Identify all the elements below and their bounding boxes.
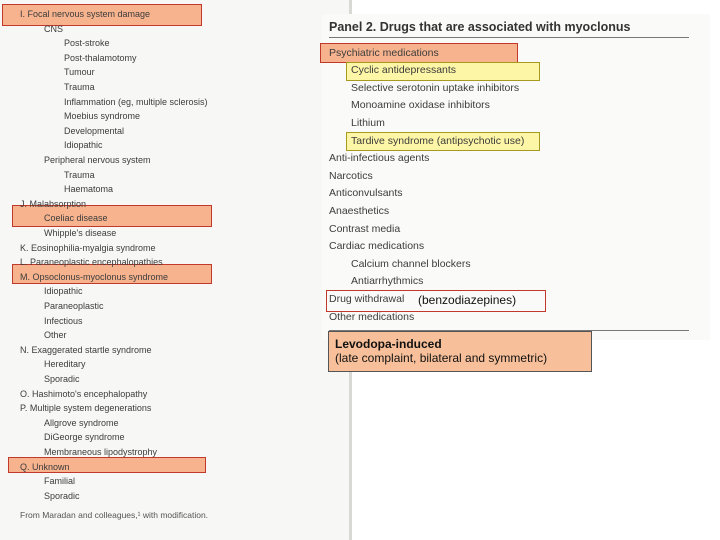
footnote: From Maradan and colleagues,¹ with modification. [20, 510, 209, 520]
left-list-item: M. Opsoclonus-myoclonus syndrome [20, 271, 169, 282]
drug-list-item: Other medications [329, 310, 415, 323]
left-list-item: Hereditary [44, 359, 86, 370]
left-list-item: Allgrove syndrome [44, 417, 119, 428]
left-list-item: Coeliac disease [44, 213, 108, 224]
left-list-item: Paraneoplastic [44, 301, 104, 311]
levodopa-callout [328, 331, 592, 372]
left-list-item: Tumour [64, 67, 95, 78]
left-list-item: CNS [44, 23, 64, 34]
left-list-item: Developmental [64, 125, 125, 136]
left-list-item: Trauma [64, 82, 95, 92]
left-list-item: Sporadic [44, 374, 80, 384]
left-list-item: Other [44, 330, 67, 341]
drug-list-item: Antiarrhythmics [351, 275, 424, 288]
left-list-item: Trauma [64, 169, 95, 180]
left-list-item: DiGeorge syndrome [44, 432, 125, 443]
drug-list-item: Drug withdrawal [329, 292, 405, 305]
drug-list-item: Cardiac medications [329, 240, 425, 253]
left-list-item: K. Eosinophilia-myalgia syndrome [20, 242, 156, 253]
left-list-item: J. Malabsorption [20, 198, 87, 209]
left-list-item: Post-thalamotomy [64, 52, 137, 63]
drug-list-item: Anticonvulsants [329, 187, 403, 200]
left-list-item: Idiopathic [64, 140, 103, 151]
drug-list-item: Calcium channel blockers [351, 257, 471, 270]
left-list-item: Familial [44, 476, 76, 487]
callout-title: Levodopa-induced [335, 337, 442, 351]
left-list-item: Moebius syndrome [64, 111, 141, 122]
drug-list-item: Anaesthetics [329, 204, 390, 217]
drug-list-item: Cyclic antidepressants [351, 64, 457, 77]
drug-list-item: Anti-infectious agents [329, 152, 430, 165]
panel-title: Panel 2. Drugs that are associated with myoclonus [329, 20, 631, 34]
left-list-item: Idiopathic [44, 286, 83, 297]
left-list-item: I. Focal nervous system damage [20, 9, 151, 19]
drug-list-item: Selective serotonin uptake inhibitors [351, 81, 520, 94]
left-list-item: O. Hashimoto's encephalopathy [20, 388, 148, 399]
left-list-item: L. Paraneoplastic encephalopathies [20, 257, 163, 268]
title-underline [329, 37, 689, 38]
left-list-item: Sporadic [44, 490, 80, 501]
drug-list-item: Lithium [351, 116, 385, 129]
drug-list-item: Tardive syndrome (antipsychotic use) [351, 134, 525, 147]
left-list-item: Q. Unknown [20, 461, 70, 472]
benzodiazepines-note: (benzodiazepines) [418, 293, 517, 307]
left-list-item: Post-stroke [64, 38, 110, 49]
left-list-item: Inflammation (eg, multiple sclerosis) [64, 96, 208, 107]
left-list-item: Infectious [44, 315, 83, 326]
drug-list-item: Narcotics [329, 169, 373, 182]
drug-list-item: Contrast media [329, 222, 401, 235]
callout-subtitle: (late complaint, bilateral and symmetric) [335, 351, 548, 365]
drug-list-item: Monoamine oxidase inhibitors [351, 99, 490, 112]
left-list-item: Peripheral nervous system [44, 155, 151, 165]
left-list-item: Whipple's disease [44, 228, 117, 238]
left-list-item: Membraneous lipodystrophy [44, 447, 158, 457]
left-list-item: Haematoma [64, 184, 114, 195]
left-list-item: N. Exaggerated startle syndrome [20, 344, 152, 355]
drug-list-item: Psychiatric medications [329, 46, 439, 59]
left-list-item: P. Multiple system degenerations [20, 403, 152, 414]
